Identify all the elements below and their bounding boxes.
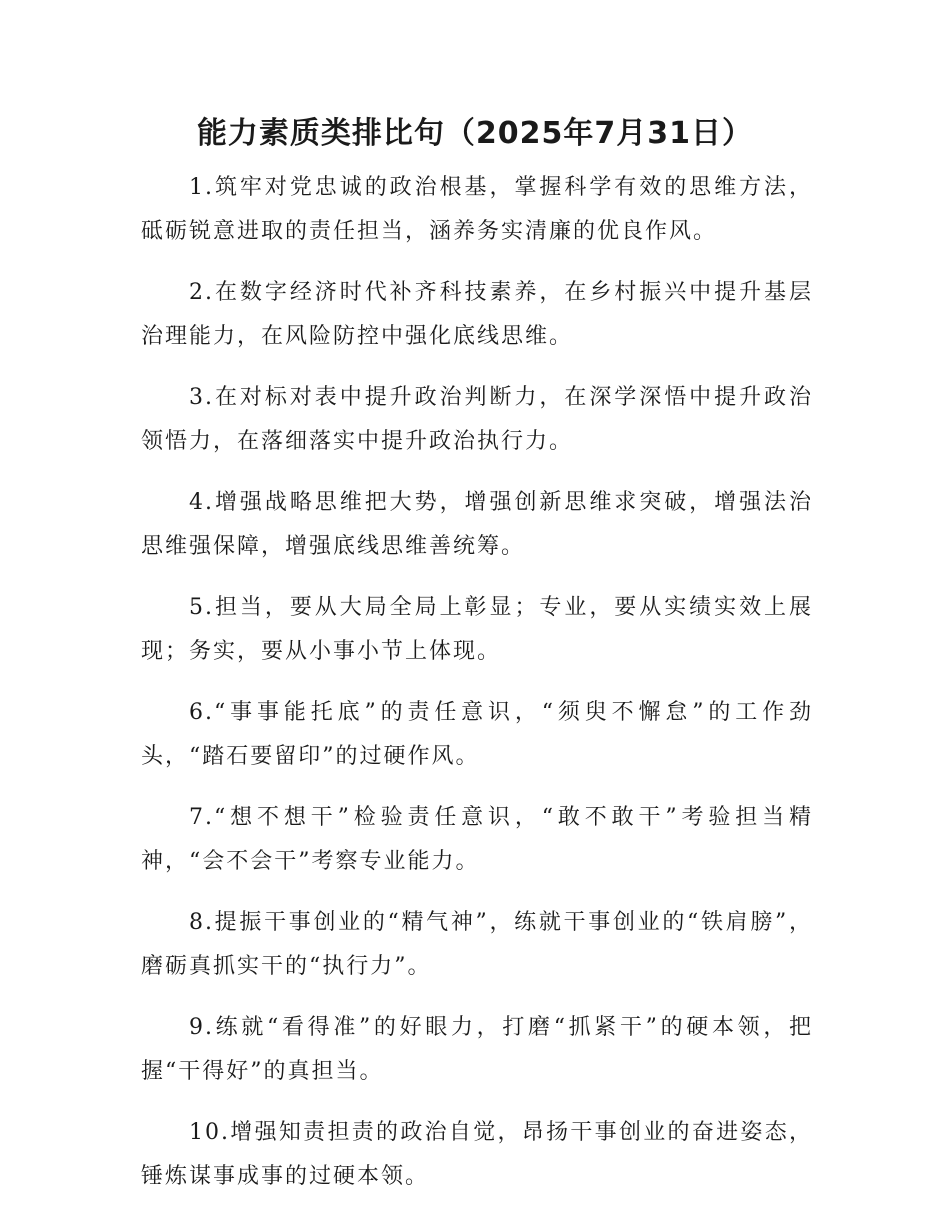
paragraph-1: 1.筑牢对党忠诚的政治根基，掌握科学有效的思维方法，砥砺锐意进取的责任担当，涵养务实清廉的优良作风。 <box>141 175 813 244</box>
paragraph-2: 2.在数字经济时代补齐科技素养，在乡村振兴中提升基层治理能力，在风险防控中强化底线思维。 <box>141 280 813 349</box>
paragraph-3: 3.在对标对表中提升政治判断力，在深学深悟中提升政治领悟力，在落细落实中提升政治执行力。 <box>141 385 813 454</box>
document-title: 能力素质类排比句（2025年7月31日） <box>196 116 754 151</box>
paragraph-4: 4.增强战略思维把大势，增强创新思维求突破，增强法治思维强保障，增强底线思维善统筹。 <box>141 490 813 559</box>
document-body <box>141 166 813 1216</box>
paragraph-9: 9.练就“看得准”的好眼力，打磨“抓紧干”的硬本领，把握“干得好”的真担当。 <box>141 1015 813 1084</box>
paragraph-7: 7.“想不想干”检验责任意识，“敢不敢干”考验担当精神，“会不会干”考察专业能力。 <box>141 805 813 874</box>
paragraph-8: 8.提振干事创业的“精气神”，练就干事创业的“铁肩膀”，磨砺真抓实干的“执行力”。 <box>141 910 813 979</box>
paragraph-5: 5.担当，要从大局全局上彰显；专业，要从实绩实效上展现；务实，要从小事小节上体现。 <box>141 595 813 664</box>
paragraph-6: 6.“事事能托底”的责任意识，“须臾不懈怠”的工作劲头，“踏石要留印”的过硬作风。 <box>141 700 813 769</box>
paragraph-10: 10.增强知责担责的政治自觉，昂扬干事创业的奋进姿态，锤炼谋事成事的过硬本领。 <box>141 1120 813 1189</box>
